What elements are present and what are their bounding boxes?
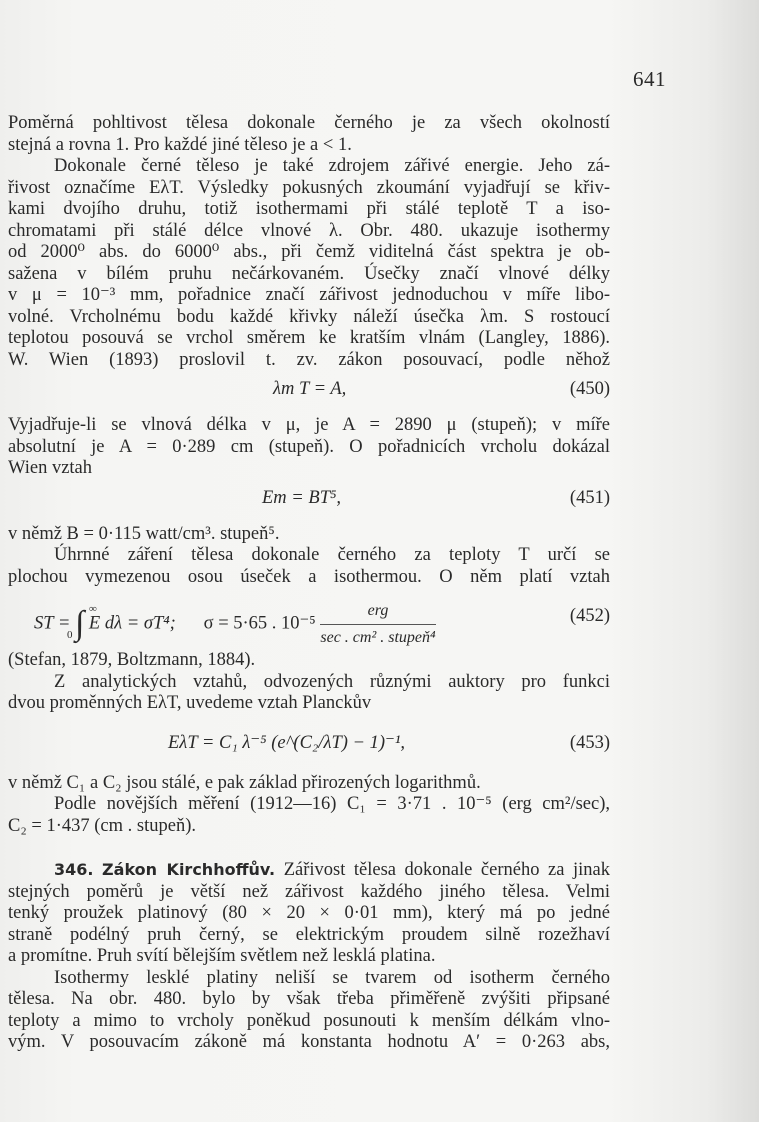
- text-line: stejných poměrů je větší než zářivost každého jiného tělesa. Velmi: [8, 881, 610, 902]
- integral-sign: ∫ ∞ 0: [66, 603, 97, 643]
- text-line: Dokonale černé těleso je také zdrojem zářivé energie. Jeho zá-: [54, 156, 610, 176]
- equation-expression: Em = BT⁵,: [262, 487, 342, 508]
- section-heading-line: [8, 859, 610, 882]
- equation-expression: EλT = C₁ λ⁻⁵ (e^(C₂/λT) − 1)⁻¹,: [168, 732, 406, 753]
- text-line: vým. V posouvacím zákoně má konstanta hodnotu A′ = 0·263 abs,: [8, 1032, 610, 1052]
- text-line: v němž C₁ a C₂ jsou stálé, e pak základ přirozených logarithmů.: [8, 772, 481, 793]
- equation-453: [8, 715, 610, 773]
- text-fragment: Zářivost tělesa dokonale černého za jinak: [283, 860, 610, 880]
- text-line: Poměrná pohltivost tělesa dokonale černého je za všech okolností: [8, 113, 610, 133]
- page-body: [8, 113, 610, 1054]
- text-line: kami dvojího druhu, totiž isothermami při stálé teplotě T a iso-: [8, 199, 610, 219]
- equation-number: (451): [569, 487, 610, 508]
- text-line: C₂ = 1·437 (cm . stupeň).: [8, 815, 196, 836]
- section-number: 346.: [54, 860, 94, 879]
- text-line: Z analytických vztahů, odvozených různými auktory pro funkci: [54, 671, 610, 692]
- text-line: volné. Vrcholnému bodu každé křivky náleží úsečka λm. S rostoucí: [8, 306, 610, 327]
- text-line: tenký proužek platinový (80 × 20 × 0·01 mm), který má po jedné: [8, 903, 610, 923]
- text-line: sažena v bílém pruhu nečárkovaném. Úsečky značí vlnové délky: [8, 263, 610, 284]
- equation-451: [8, 480, 610, 524]
- text-line: řivost označíme EλT. Výsledky pokusných zkoumání vyjadřují se křiv-: [8, 177, 610, 198]
- text-line: teploty a mimo to vrcholy poněkud posunouti k menším délkám vlno-: [8, 1010, 610, 1031]
- text-line: Úhrnné záření tělesa dokonale černého za teploty T určí se: [54, 545, 610, 565]
- text-line: straně podélný pruh černý, se elektrickým proudem silně rozežhaví: [8, 924, 610, 945]
- text-line: W. Wien (1893) proslovil t. zv. zákon posouvací, podle něhož: [8, 349, 610, 370]
- equation-number: (450): [569, 379, 610, 399]
- text-line: absolutní je A = 0·289 cm (stupeň). O pořadnicích vrcholu dokázal: [8, 436, 610, 457]
- equation-number: (453): [569, 732, 610, 753]
- equation-number: (452): [569, 606, 610, 626]
- text-line: Vyjadřuje-li se vlnová délka v μ, je A = 2890 μ (stupeň); v míře: [8, 415, 610, 435]
- text-line: (Stefan, 1879, Boltzmann, 1884).: [8, 650, 256, 670]
- equation-expression: λm T = A,: [273, 379, 347, 399]
- text-line: teplotou posouvá se vrchol směrem ke kratším vlnám (Langley, 1886).: [8, 328, 610, 348]
- text-line: plochou vymezenou osou úseček a isothermou. O něm platí vztah: [8, 566, 610, 587]
- equation-expression: ST = ∫ ∞ 0 E dλ = σT⁴; σ = 5·65 . 10⁻⁵ $\frac{\text{erg}}{\text{sec . cm² . stupeň⁴}}$: [34, 600, 436, 648]
- text-line: v μ = 10⁻³ mm, pořadnice značí zářivost jednoduchou v míře libo-: [8, 285, 610, 305]
- text-line: od 2000⁰ abs. do 6000⁰ abs., při čemž viditelná část spektra je ob-: [8, 242, 610, 262]
- text-line: Podle novějších měření (1912—16) C₁ = 3·71 . 10⁻⁵ (erg cm²/sec),: [54, 794, 610, 814]
- text-line: tělesa. Na obr. 480. bylo by však třeba přiměřeně zvýšiti připsané: [8, 989, 610, 1009]
- text-line: Isothermy lesklé platiny neliší se tvarem od isotherm černého: [54, 967, 610, 988]
- section-title: Zákon Kirchhoffův.: [102, 860, 276, 879]
- text-line: dvou proměnných EλT, uvedeme vztah Planckův: [8, 693, 372, 713]
- page-number: 641: [633, 67, 666, 91]
- equation-452: [8, 588, 610, 650]
- text-line: a promítne. Pruh svítí bělejším světlem než lesklá platina.: [8, 946, 436, 966]
- units-fraction: $\frac{\text{erg}}{\text{sec . cm² . stupeň⁴}}$: [320, 602, 436, 646]
- text-line: stejná a rovna 1. Pro každé jiné těleso je a < 1.: [8, 134, 352, 155]
- text-line: chromatami při stálé délce vlnové λ. Obr. 480. ukazuje isothermy: [8, 220, 610, 241]
- text-line: Wien vztah: [8, 458, 93, 478]
- text-line: v němž B = 0·115 watt/cm³. stupeň⁵.: [8, 523, 280, 544]
- equation-450: [8, 371, 610, 415]
